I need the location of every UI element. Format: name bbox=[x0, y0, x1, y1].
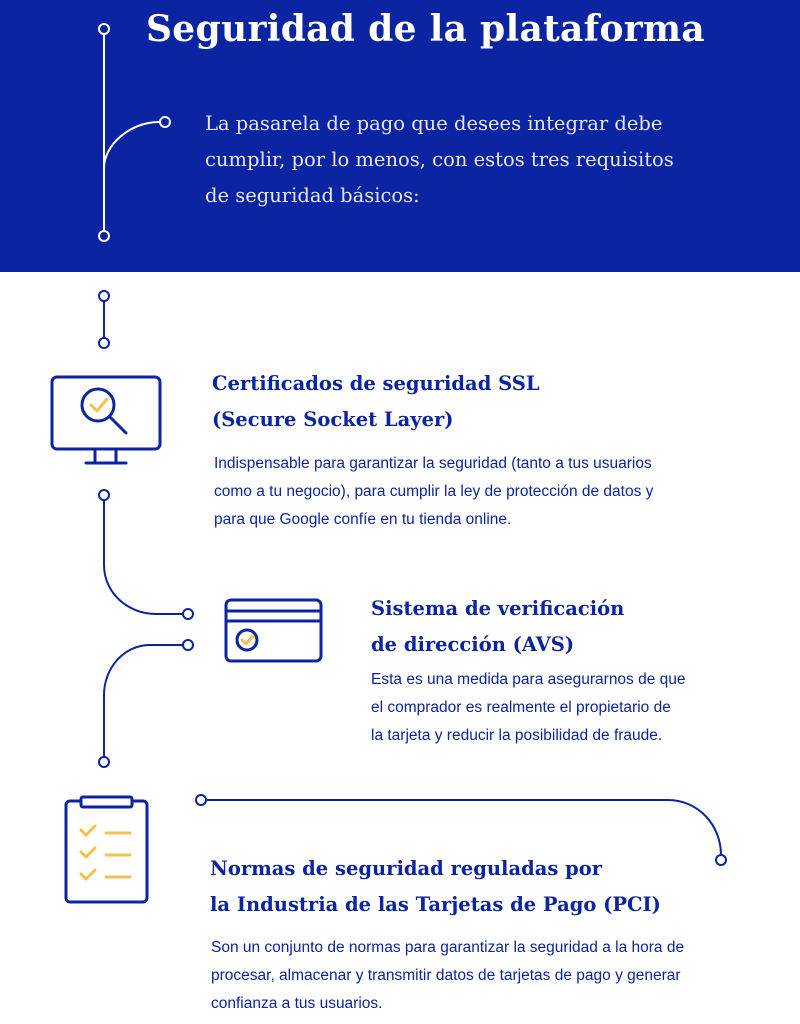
header-branch-line bbox=[104, 122, 159, 168]
page-title: Seguridad de la plataforma bbox=[146, 8, 706, 50]
intro-line: de seguridad básicos: bbox=[205, 184, 420, 207]
connector-node bbox=[99, 338, 109, 348]
requirement-title-line: la Industria de las Tarjetas de Pago (PCI) bbox=[210, 893, 661, 916]
connector-node bbox=[716, 855, 726, 865]
connector-node bbox=[99, 24, 109, 34]
description-line: Son un conjunto de normas para garantizar la seguridad a la hora de bbox=[211, 939, 685, 956]
requirement-description bbox=[214, 450, 653, 534]
description-line: procesar, almacenar y transmitir datos de tarjetas de pago y generar bbox=[211, 967, 681, 984]
connector-line bbox=[104, 500, 183, 614]
intro-line: cumplir, por lo menos, con estos tres requisitos bbox=[205, 148, 674, 171]
clipboard-checklist-icon bbox=[64, 795, 150, 905]
requirement-title-line: de dirección (AVS) bbox=[371, 633, 575, 656]
intro-line: La pasarela de pago que desees integrar debe bbox=[205, 112, 663, 135]
description-line: para que Google confíe en tu tienda online. bbox=[214, 511, 512, 528]
requirement-description bbox=[371, 666, 686, 750]
description-line: la tarjeta y reducir la posibilidad de fraude. bbox=[371, 727, 663, 744]
connector-node bbox=[99, 490, 109, 500]
requirement-title bbox=[371, 591, 624, 663]
connector-node bbox=[183, 640, 193, 650]
connector-node bbox=[160, 117, 170, 127]
description-line: confianza a tus usuarios. bbox=[211, 995, 383, 1012]
requirement-title-line: Certificados de seguridad SSL bbox=[212, 372, 540, 395]
requirement-title bbox=[212, 366, 540, 438]
monitor-magnifier-check-icon bbox=[50, 375, 164, 467]
connector-node bbox=[99, 231, 109, 241]
description-line: como a tu negocio), para cumplir la ley de protección de datos y bbox=[214, 483, 654, 500]
description-line: el comprador es realmente el propietario de bbox=[371, 699, 671, 716]
requirement-title-line: Sistema de verificación bbox=[371, 597, 625, 620]
requirement-title-line: (Secure Socket Layer) bbox=[212, 408, 454, 431]
credit-card-check-icon bbox=[224, 598, 324, 664]
description-line: Indispensable para garantizar la seguridad (tanto a tus usuarios bbox=[214, 455, 652, 472]
connector-node bbox=[99, 291, 109, 301]
requirement-title-line: Normas de seguridad reguladas por bbox=[210, 857, 603, 880]
description-line: Esta es una medida para asegurarnos de que bbox=[371, 671, 686, 688]
connector-node bbox=[183, 609, 193, 619]
connector-node bbox=[99, 757, 109, 767]
connector-line bbox=[206, 800, 721, 855]
requirement-title bbox=[210, 851, 661, 923]
connector-line bbox=[104, 645, 183, 757]
requirement-description bbox=[211, 934, 684, 1018]
connector-node bbox=[196, 795, 206, 805]
